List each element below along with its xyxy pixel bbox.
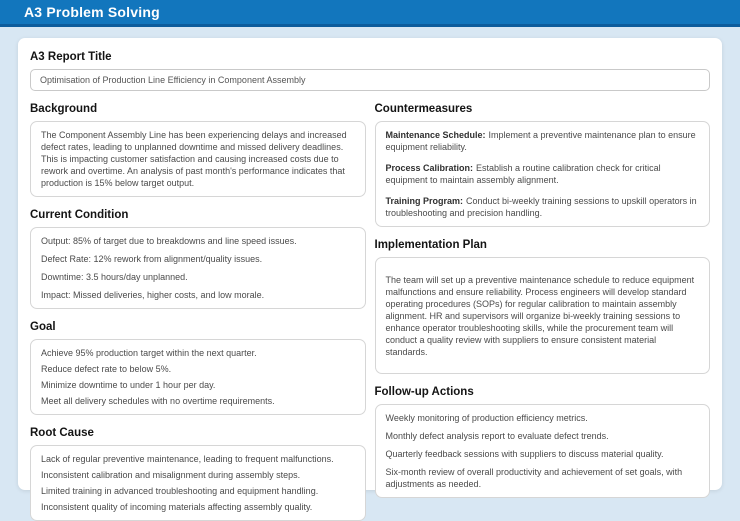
root-cause-item: Lack of regular preventive maintenance, leading to frequent malfunctions. bbox=[41, 454, 334, 464]
countermeasure-item bbox=[386, 195, 700, 219]
countermeasures-box[interactable] bbox=[375, 121, 711, 227]
follow-up-item: Six-month review of overall productivity and achievement of set goals, with adjustments as needed. bbox=[385, 467, 683, 489]
countermeasure-item bbox=[386, 129, 700, 153]
report-title-input[interactable] bbox=[30, 69, 710, 91]
section-current-condition bbox=[30, 209, 366, 309]
countermeasures-heading: Countermeasures bbox=[374, 103, 473, 115]
a3-report-card bbox=[18, 38, 722, 512]
goal-heading: Goal bbox=[30, 321, 56, 333]
current-condition-item: Impact: Missed deliveries, higher costs, and low morale. bbox=[41, 290, 265, 300]
current-condition-item: Output: 85% of target due to breakdowns and line speed issues. bbox=[41, 236, 297, 246]
follow-up-actions-box[interactable] bbox=[375, 404, 711, 498]
report-title-heading: A3 Report Title bbox=[30, 51, 112, 63]
follow-up-item: Monthly defect analysis report to evaluate defect trends. bbox=[385, 431, 609, 441]
section-implementation-plan bbox=[375, 239, 711, 374]
root-cause-item: Inconsistent calibration and misalignment during assembly steps. bbox=[41, 470, 301, 480]
background-text: The Component Assembly Line has been experiencing delays and increased defect rates, leading to unplanned downtime and missed delivery deadlines. This is impacting customer satisfaction and causing increased costs due to rework and overtime. An analysis of past month's performance indicates that production is 15% below target output. bbox=[41, 130, 347, 188]
follow-up-item: Quarterly feedback sessions with suppliers to discuss material quality. bbox=[385, 449, 664, 459]
follow-up-actions-heading: Follow-up Actions bbox=[374, 386, 474, 398]
section-root-cause bbox=[30, 427, 366, 521]
goal-item: Achieve 95% production target within the next quarter. bbox=[41, 348, 257, 358]
current-condition-heading: Current Condition bbox=[30, 209, 129, 221]
follow-up-item: Weekly monitoring of production efficiency metrics. bbox=[385, 413, 588, 423]
app-title: A3 Problem Solving bbox=[24, 4, 160, 20]
goal-item: Minimize downtime to under 1 hour per day. bbox=[41, 380, 216, 390]
goal-box[interactable] bbox=[30, 339, 366, 415]
goal-item: Reduce defect rate to below 5%. bbox=[41, 364, 172, 374]
countermeasure-item bbox=[386, 162, 700, 186]
right-column bbox=[375, 103, 711, 521]
goal-item: Meet all delivery schedules with no overtime requirements. bbox=[41, 396, 275, 406]
background-box[interactable] bbox=[30, 121, 366, 197]
countermeasure-text: Establish a routine calibration check for critical equipment to maintain assembly alignment. bbox=[385, 163, 661, 185]
app-header bbox=[0, 0, 740, 27]
countermeasure-text: Conduct bi-weekly training sessions to upskill operators in troubleshooting and precision handling. bbox=[385, 196, 697, 218]
current-condition-item: Defect Rate: 12% rework from alignment/quality issues. bbox=[41, 254, 263, 264]
implementation-plan-box[interactable] bbox=[375, 257, 711, 374]
countermeasure-text: Implement a preventive maintenance plan to ensure equipment reliability. bbox=[385, 130, 696, 152]
current-condition-item: Downtime: 3.5 hours/day unplanned. bbox=[41, 272, 188, 282]
current-condition-box[interactable] bbox=[30, 227, 366, 309]
root-cause-item: Limited training in advanced troubleshooting and equipment handling. bbox=[41, 486, 319, 496]
section-goal bbox=[30, 321, 366, 415]
implementation-plan-text: The team will set up a preventive maintenance schedule to reduce equipment malfunctions and ensure reliability. Process engineers will develop standard operating procedures (SOPs) for regular calibration to maintain assembly alignment. HR and supervisors will organize bi-weekly training sessions to enhance operator troubleshooting skills, while the procurement team will conduct a quality review with suppliers to ensure consistent material standards. bbox=[385, 275, 695, 357]
root-cause-heading: Root Cause bbox=[30, 427, 94, 439]
background-heading: Background bbox=[30, 103, 98, 115]
report-title-section bbox=[30, 51, 710, 91]
section-countermeasures bbox=[375, 103, 711, 227]
countermeasure-label: Process Calibration: bbox=[385, 163, 474, 173]
section-follow-up-actions bbox=[375, 386, 711, 498]
section-background bbox=[30, 103, 366, 197]
left-column bbox=[30, 103, 366, 521]
implementation-plan-heading: Implementation Plan bbox=[374, 239, 487, 251]
countermeasure-label: Maintenance Schedule: bbox=[385, 130, 486, 140]
report-columns bbox=[30, 103, 710, 521]
countermeasure-label: Training Program: bbox=[385, 196, 464, 206]
root-cause-item: Inconsistent quality of incoming materials affecting assembly quality. bbox=[41, 502, 313, 512]
root-cause-box[interactable] bbox=[30, 445, 366, 521]
